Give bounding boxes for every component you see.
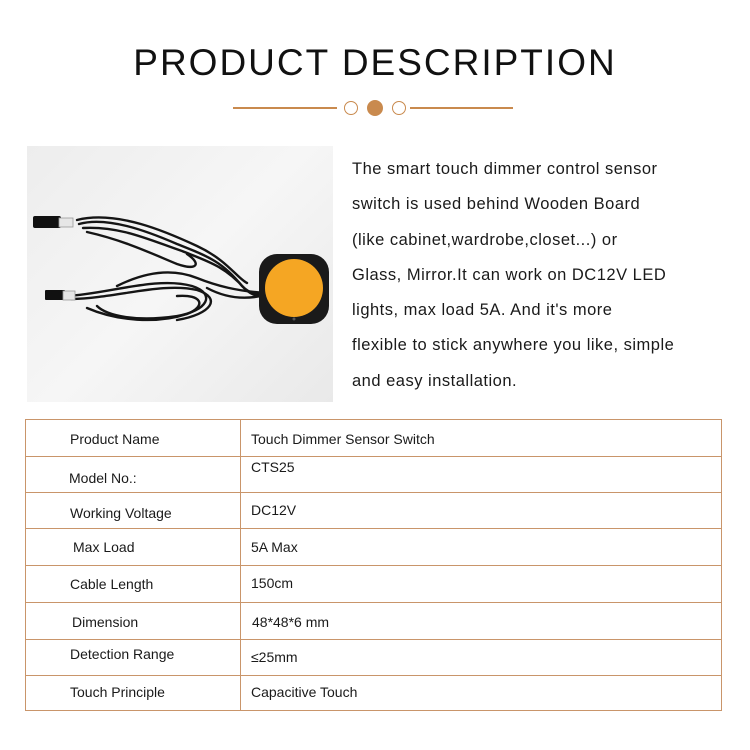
spec-label: Detection Range: [70, 646, 175, 662]
description-line: lights, max load 5A. And it's more: [352, 301, 613, 320]
spec-value: 5A Max: [251, 539, 298, 555]
spec-value: Capacitive Touch: [251, 684, 358, 700]
spec-label: Working Voltage: [70, 505, 172, 521]
product-image: [27, 146, 333, 402]
spec-table: [25, 419, 722, 711]
table-row: [26, 603, 721, 640]
table-row: [26, 640, 721, 676]
spec-value: DC12V: [251, 502, 297, 518]
spec-value: ≤25mm: [251, 649, 298, 665]
divider-dot-right: [392, 101, 406, 115]
description-line: (like cabinet,wardrobe,closet...) or: [352, 230, 618, 249]
spec-value: Touch Dimmer Sensor Switch: [251, 431, 435, 447]
spec-label: Product Name: [70, 431, 160, 447]
spec-value: CTS25: [251, 459, 295, 475]
description-line: The smart touch dimmer control sensor: [352, 160, 658, 178]
table-row: [26, 420, 721, 457]
divider-dot-center: [367, 100, 383, 116]
product-description: [352, 152, 742, 399]
table-row: [26, 676, 721, 711]
table-row: [26, 493, 721, 529]
spec-label: Dimension: [72, 614, 139, 630]
title-divider-left: [233, 107, 337, 109]
spec-label: Model No.:: [69, 470, 137, 486]
table-row: [26, 529, 721, 566]
spec-label: Touch Principle: [70, 684, 165, 700]
description-line: switch is used behind Wooden Board: [352, 195, 641, 214]
divider-dot-left: [344, 101, 358, 115]
spec-value: 150cm: [251, 575, 294, 591]
description-line: Glass, Mirror.It can work on DC12V LED: [352, 265, 667, 284]
page-title: PRODUCT DESCRIPTION: [133, 42, 617, 83]
description-line: flexible to stick anywhere you like, simple: [352, 336, 675, 355]
spec-label: Cable Length: [70, 576, 154, 592]
table-row: [26, 566, 721, 603]
touch-pad-icon: [265, 259, 323, 317]
spec-value: 48*48*6 mm: [252, 614, 330, 630]
title-divider-right: [410, 107, 513, 109]
table-row: [26, 457, 721, 493]
spec-label: Max Load: [73, 539, 135, 555]
connector-plug-bottom: [45, 290, 65, 300]
description-line: and easy installation.: [352, 371, 518, 390]
connector-plug-top: [33, 216, 61, 228]
product-illustration: [27, 146, 333, 402]
